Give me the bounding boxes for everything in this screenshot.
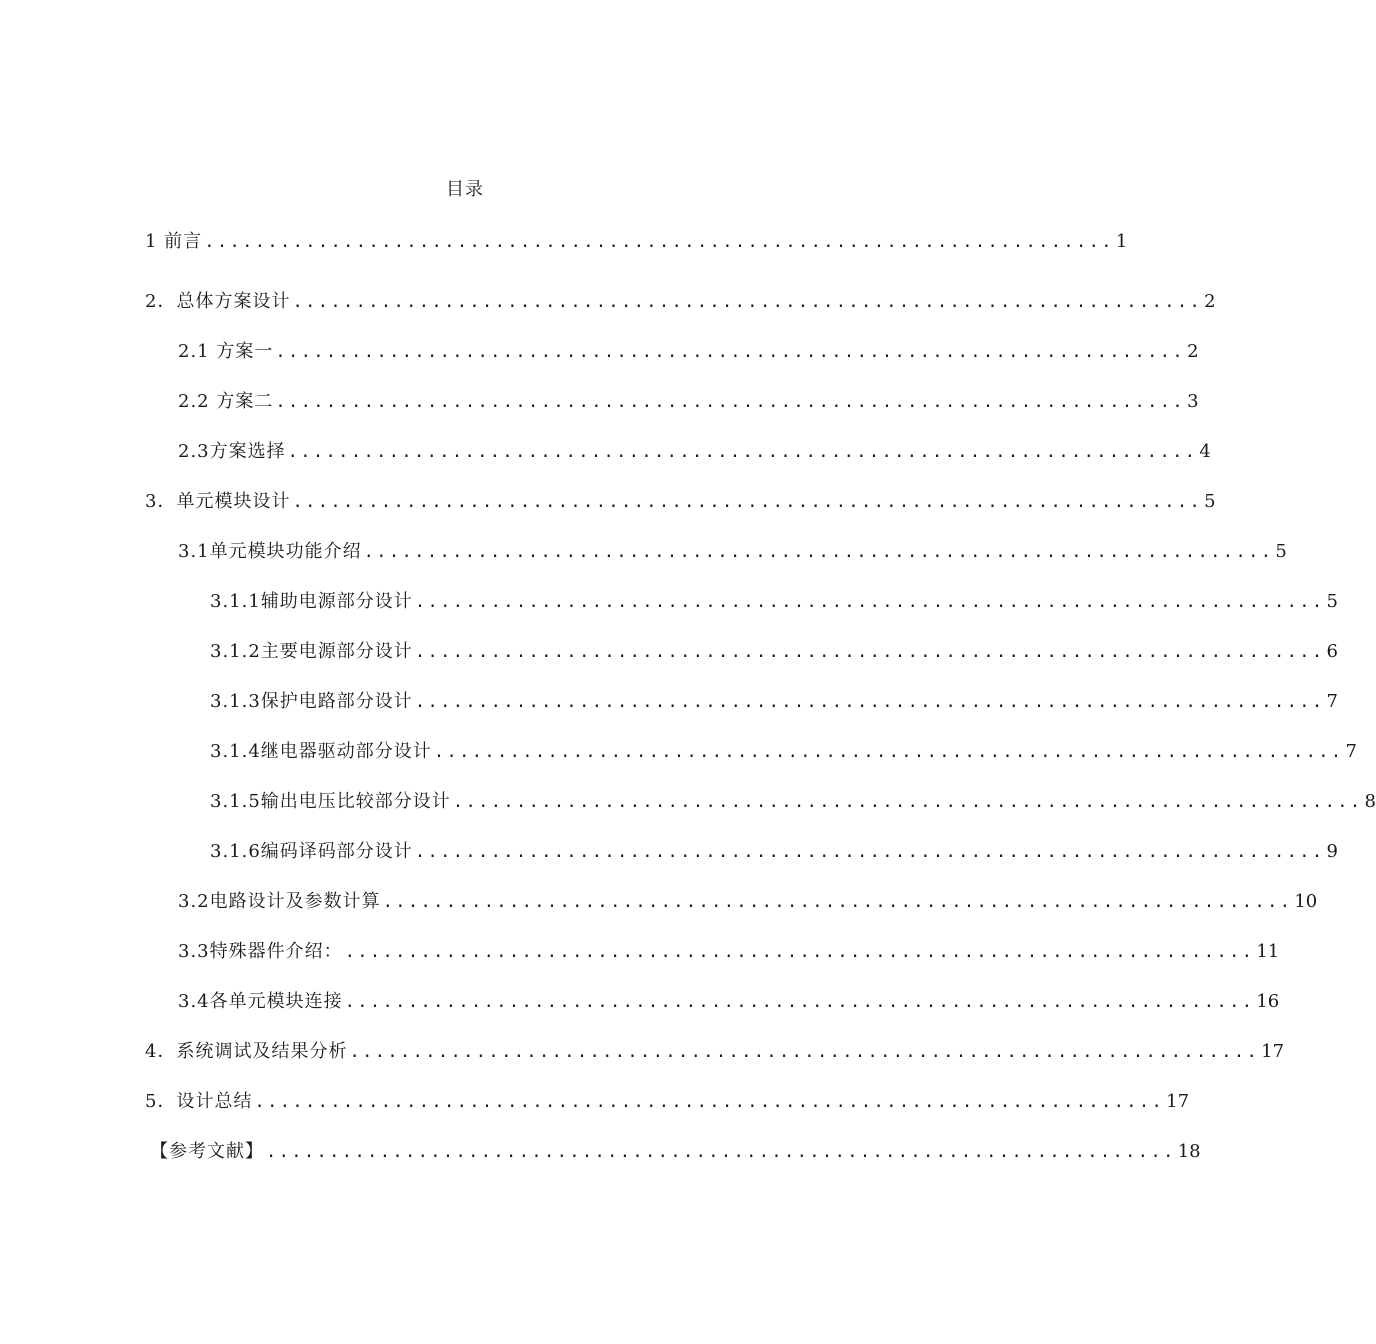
toc-entry[interactable]: [210, 638, 1338, 666]
toc-entry-page: 2: [1204, 291, 1216, 312]
toc-entry-page: 17: [1261, 1041, 1285, 1062]
toc-entry-label: 1 前言: [145, 231, 203, 252]
toc-entry[interactable]: [145, 288, 1216, 316]
toc-entry[interactable]: [178, 438, 1211, 466]
toc-entry[interactable]: [178, 388, 1199, 416]
dot-leader: ........................................................................: [254, 1092, 1165, 1112]
toc-entry[interactable]: [145, 1038, 1285, 1066]
toc-title: 目录: [446, 179, 484, 200]
toc-entry-page: 8: [1364, 791, 1376, 812]
toc-entry-label: 【参考文献】: [150, 1141, 264, 1162]
toc-entry-label: 3.1.2主要电源部分设计: [210, 641, 413, 662]
toc-entry-page: 9: [1326, 841, 1338, 862]
dot-leader: ........................................................................: [414, 642, 1325, 662]
toc-entry-page: 7: [1326, 691, 1338, 712]
dot-leader: ........................................................................: [275, 392, 1186, 412]
toc-entry[interactable]: [210, 788, 1376, 816]
toc-entry-page: 5: [1275, 541, 1287, 562]
toc-entry[interactable]: [150, 1138, 1201, 1166]
toc-entry[interactable]: [178, 888, 1318, 916]
toc-entry[interactable]: [145, 228, 1128, 256]
toc-entry[interactable]: [210, 838, 1338, 866]
toc-entry-label: 3.1.6编码译码部分设计: [210, 841, 413, 862]
dot-leader: ........................................................................: [414, 842, 1325, 862]
dot-leader: ........................................................................: [266, 1142, 1176, 1162]
toc-entry-label: 3.1单元模块功能介绍: [178, 541, 362, 562]
toc-entry-label: 3.1.4继电器驱动部分设计: [210, 741, 432, 762]
toc-entry-page: 4: [1199, 441, 1211, 462]
dot-leader: ........................................................................: [452, 792, 1363, 812]
toc-entry[interactable]: [145, 1088, 1190, 1116]
toc-entry[interactable]: [210, 588, 1338, 616]
toc-entry[interactable]: [178, 988, 1280, 1016]
dot-leader: ........................................................................: [344, 942, 1255, 962]
dot-leader: ........................................................................: [292, 492, 1203, 512]
toc-entry-page: 6: [1326, 641, 1338, 662]
toc-entry-page: 11: [1256, 941, 1280, 962]
toc-entry[interactable]: [210, 738, 1357, 766]
toc-entry-label: 3．单元模块设计: [145, 491, 291, 512]
toc-entry[interactable]: [178, 538, 1287, 566]
toc-entry-page: 1: [1115, 231, 1128, 252]
toc-entry-label: 2.2 方案二: [178, 391, 274, 412]
dot-leader: ........................................................................: [414, 592, 1325, 612]
dot-leader: ........................................................................: [349, 1042, 1260, 1062]
toc-entry[interactable]: [178, 938, 1280, 966]
toc-entry-label: 3.4各单元模块连接: [178, 991, 343, 1012]
dot-leader: ........................................................................: [344, 992, 1255, 1012]
toc-entry[interactable]: [210, 688, 1338, 716]
dot-leader: ........................................................................: [287, 442, 1198, 462]
toc-entry-label: 5．设计总结: [145, 1091, 253, 1112]
toc-entry-label: 2．总体方案设计: [145, 291, 291, 312]
dot-leader: ........................................................................: [363, 542, 1274, 562]
toc-entry-page: 16: [1256, 991, 1280, 1012]
dot-leader: ........................................................................: [414, 692, 1325, 712]
toc-entry-page: 5: [1204, 491, 1216, 512]
dot-leader: ........................................................................: [292, 292, 1203, 312]
toc-entry-label: 3.1.3保护电路部分设计: [210, 691, 413, 712]
toc-entry-label: 3.1.1辅助电源部分设计: [210, 591, 413, 612]
dot-leader: ........................................................................: [382, 892, 1293, 912]
dot-leader: ........................................................................: [204, 232, 1114, 252]
toc-entry-page: 10: [1294, 891, 1318, 912]
toc-entry-label: 3.3特殊器件介绍：: [178, 941, 343, 962]
toc-entry-page: 18: [1177, 1141, 1201, 1162]
dot-leader: ........................................................................: [433, 742, 1344, 762]
toc-entry-page: 5: [1326, 591, 1338, 612]
toc-entry-label: 4．系统调试及结果分析: [145, 1041, 348, 1062]
toc-entry-page: 7: [1345, 741, 1357, 762]
toc-entry-label: 2.3方案选择: [178, 441, 286, 462]
toc-entry-page: 17: [1166, 1091, 1190, 1112]
toc-entry[interactable]: [178, 338, 1199, 366]
toc-entry[interactable]: [145, 488, 1216, 516]
toc-entry-page: 3: [1187, 391, 1199, 412]
dot-leader: ........................................................................: [275, 342, 1186, 362]
toc-entry-page: 2: [1187, 341, 1199, 362]
toc-entry-label: 2.1 方案一: [178, 341, 274, 362]
toc-entry-label: 3.2电路设计及参数计算: [178, 891, 381, 912]
toc-entry-label: 3.1.5输出电压比较部分设计: [210, 791, 451, 812]
